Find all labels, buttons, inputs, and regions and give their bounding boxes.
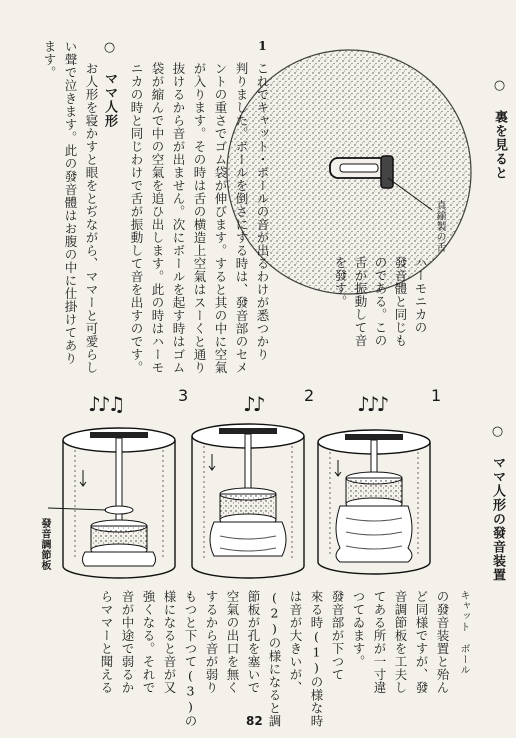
diagram-label-2: 2: [304, 386, 315, 405]
device-line-16: 強くなる。それで: [141, 590, 156, 694]
voice-line-5: 抜けるから音が出ません。次にボールを起す時はゴム: [171, 62, 186, 374]
mama-line-2: い聲で泣きます。此の發音體はお腹の中に仕掛けてあり: [63, 40, 78, 365]
diagram-label-3: 3: [178, 386, 189, 405]
caption-line-4: 舌が振動して音: [353, 256, 368, 347]
device-line-1: キャット ボール: [458, 590, 469, 675]
device-line-8: 來る時(1)の様な時: [309, 590, 324, 728]
voice-line-4: が入ります。その時は舌の横造上空氣はスーくと通り: [192, 62, 207, 374]
device-line-12: 空氣の出口を無く: [225, 590, 240, 694]
device-line-11: 節板が孔を塞いで: [246, 590, 261, 694]
heading-device: ○ ママ人形の發音装置: [490, 424, 505, 582]
caption-line-1: ハーモニカの: [413, 256, 428, 334]
heading-mama-doll: ○ ママ人形: [102, 40, 117, 128]
caption-line-3: のである。この: [373, 256, 388, 347]
device-line-6: つてゐます。: [351, 590, 366, 668]
voice-line-3: ントの重さでゴム袋が伸びます。すると其の中に空氣: [213, 62, 228, 374]
cylinder-diagram-1: [318, 430, 430, 574]
device-line-5: てある所が一寸違: [372, 590, 387, 694]
adjuster-label: 發音調節板: [39, 518, 50, 571]
heading-back-view: ○ 裏を見ると: [492, 78, 507, 180]
caption-line-5: を發す。: [333, 256, 348, 308]
device-line-13: するから音が弱り: [204, 590, 219, 694]
diagram-label-1: 1: [431, 386, 442, 405]
caption-line-2: 發音體と同じも: [393, 256, 408, 347]
device-line-7: 發音部が下つて: [330, 590, 345, 681]
device-line-3: ど同様ですが、發: [414, 590, 429, 694]
device-line-2: の發音装置と殆ん: [435, 590, 450, 694]
music-notes-2: ♪♪: [243, 392, 263, 416]
mama-line-1: お人形を寝かすと眼をとぢながら、ママーと可愛らし: [84, 62, 99, 374]
voice-line-2: 判りました。ボールを倒さにする時は、發音部のセメ: [234, 62, 249, 374]
voice-line-7: ニカの時と同じわけで舌が振動して音を出すのです。: [129, 62, 144, 374]
device-line-10: (2)の様になると調: [267, 590, 282, 728]
voice-line-6: 袋が縮んで中の空氣を追ひ出します。此の時はハーモ: [150, 62, 165, 374]
cylinder-diagram-2: [192, 424, 304, 578]
music-notes-1: ♪♪♪: [357, 392, 387, 416]
reed-label: 真鍮製の舌: [434, 200, 445, 253]
section-number-1: 1: [255, 38, 270, 54]
device-line-14: もつと下つて(3)の: [183, 590, 198, 728]
cylinder-diagram-3: [48, 428, 175, 578]
page-number: 82: [246, 714, 263, 728]
music-notes-3: ♪♪♫: [88, 392, 123, 416]
mama-line-3: ます。: [42, 40, 57, 79]
device-line-15: 様になると音が又: [162, 590, 177, 694]
device-line-17: 音が中途で弱るか: [120, 590, 135, 694]
voice-line-1: これでキャット・ボールの音が出るわけが悉つかり: [255, 62, 270, 361]
device-line-18: らママーと聞える: [99, 590, 114, 694]
device-line-4: 音調節板を工夫し: [393, 590, 408, 694]
device-line-9: は音が大きいが、: [288, 590, 303, 694]
